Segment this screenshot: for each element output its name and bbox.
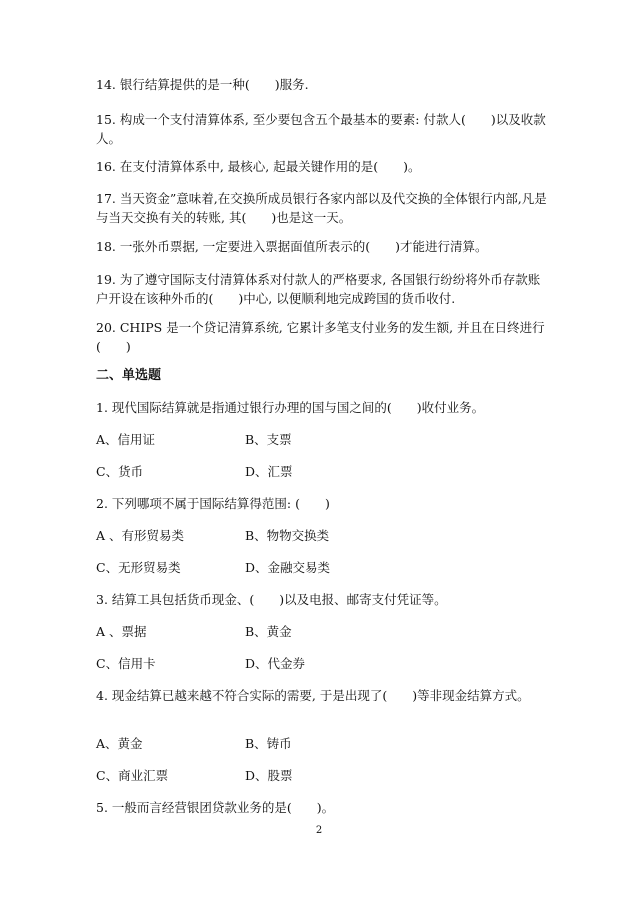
fill-blank-18: 18. 一张外币票据, 一定要进入票据面值所表示的( )才能进行清算。 xyxy=(96,239,488,254)
question-2-option-d: D、金融交易类 xyxy=(245,560,331,575)
question-2-option-b: B、物物交换类 xyxy=(245,528,330,543)
question-3-stem: 3. 结算工具包括货币现金、( )以及电报、邮寄支付凭证等。 xyxy=(96,592,447,607)
question-4-option-d: D、股票 xyxy=(245,768,293,783)
question-1-option-c: C、货币 xyxy=(96,464,144,479)
question-1-option-a: A、信用证 xyxy=(96,432,156,447)
question-1-option-d: D、汇票 xyxy=(245,464,293,479)
fill-blank-19: 19. 为了遵守国际支付清算体系对付款人的严格要求, 各国银行纷纷将外币存款账户开设在该种外币的( )中心, 以便顺利地完成跨国的货币收付. xyxy=(96,272,541,306)
fill-blank-16: 16. 在支付清算体系中, 最核心, 起最关键作用的是( )。 xyxy=(96,159,421,174)
question-1-option-b: B、支票 xyxy=(245,432,292,447)
question-3-option-b: B、黄金 xyxy=(245,624,292,639)
question-4-option-b: B、铸币 xyxy=(245,736,292,751)
question-2-option-a: A 、有形贸易类 xyxy=(96,528,185,543)
fill-blank-20: 20. CHIPS 是一个贷记清算系统, 它累计多笔支付业务的发生额, 并且在日终进行( ) xyxy=(96,320,545,354)
fill-blank-17: 17. 当天资金”意味着,在交换所成员银行各家内部以及代交换的全体银行内部,凡是与当天交换有关的转账, 其( )也是这一天。 xyxy=(96,191,547,225)
question-4-option-c: C、商业汇票 xyxy=(96,768,169,783)
fill-blank-15: 15. 构成一个支付清算体系, 至少要包含五个最基本的要素: 付款人( )以及收款人。 xyxy=(96,112,546,146)
fill-blank-14: 14. 银行结算提供的是一种( )服务. xyxy=(96,77,309,92)
page-number: 2 xyxy=(315,825,323,836)
question-4-stem: 4. 现金结算已越来越不符合实际的需要, 于是出现了( )等非现金结算方式。 xyxy=(96,688,530,703)
question-2-stem: 2. 下列哪项不属于国际结算得范围: ( ) xyxy=(96,496,330,511)
question-3-option-c: C、信用卡 xyxy=(96,656,156,671)
section-title: 二、单选题 xyxy=(96,368,162,383)
question-3-option-d: D、代金券 xyxy=(245,656,306,671)
question-4-option-a: A、黄金 xyxy=(96,736,143,751)
question-2-option-c: C、无形贸易类 xyxy=(96,560,181,575)
question-1-stem: 1. 现代国际结算就是指通过银行办理的国与国之间的( )收付业务。 xyxy=(96,400,485,415)
question-5-stem: 5. 一般而言经营银团贷款业务的是( )。 xyxy=(96,800,335,815)
question-3-option-a: A 、票据 xyxy=(96,624,147,639)
